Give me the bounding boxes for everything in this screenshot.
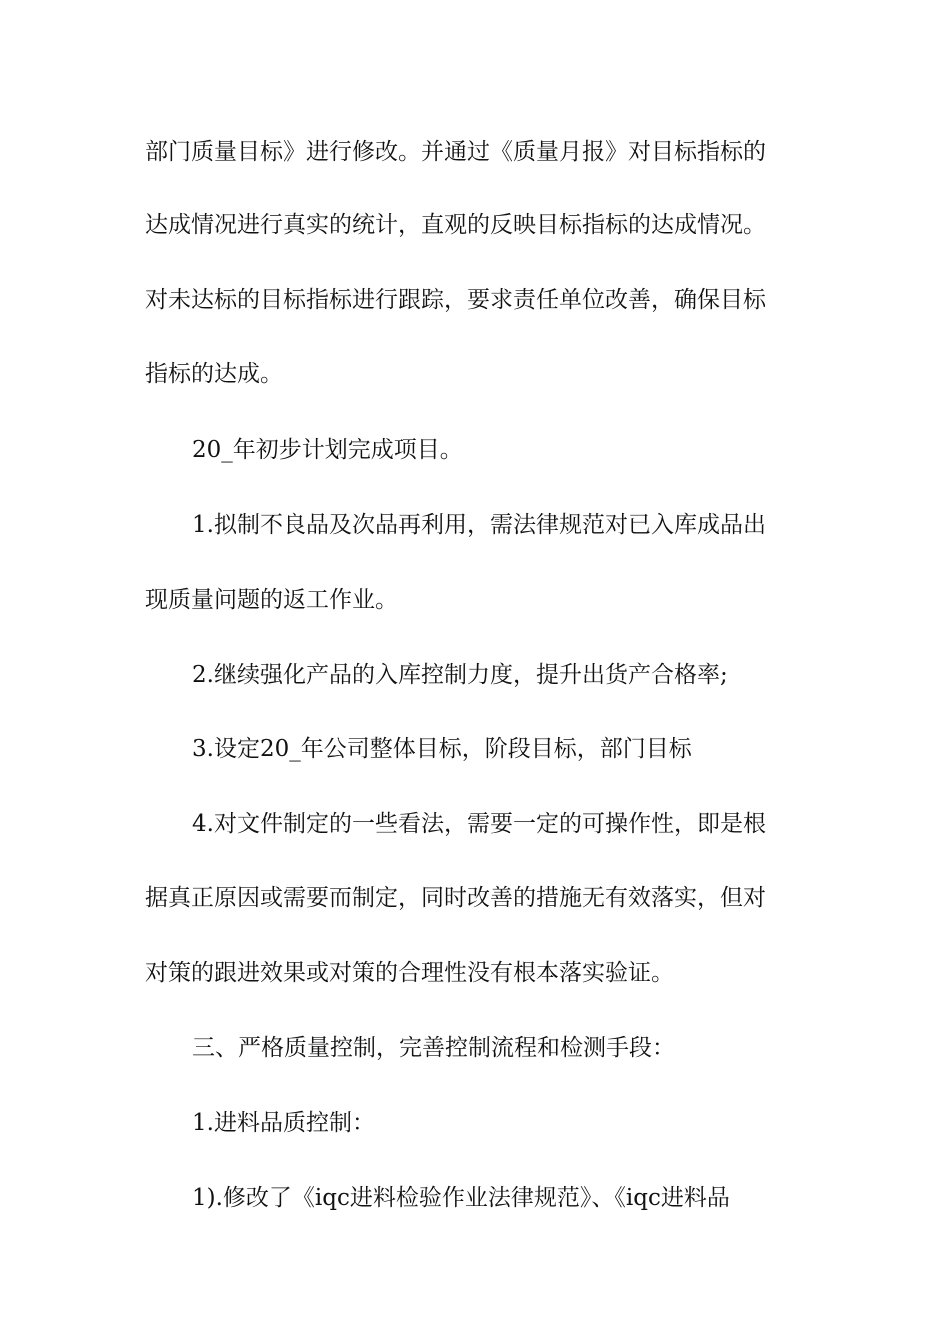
paragraph-line-14: 1.进料品质控制：: [192, 1110, 375, 1136]
paragraph-line-5: 20_年初步计划完成项目。: [192, 437, 463, 463]
paragraph-line-1: 部门质量目标》进行修改。并通过《质量月报》对目标指标的: [145, 139, 766, 165]
paragraph-line-9: 3.设定20_年公司整体目标，阶段目标，部门目标: [192, 736, 692, 762]
paragraph-line-2: 达成情况进行真实的统计，直观的反映目标指标的达成情况。: [145, 212, 766, 238]
paragraph-line-11: 据真正原因或需要而制定，同时改善的措施无有效落实，但对: [145, 885, 766, 911]
paragraph-line-6: 1.拟制不良品及次品再利用，需法律规范对已入库成品出: [192, 512, 766, 538]
section-heading: 三、严格质量控制，完善控制流程和检测手段：: [192, 1035, 675, 1061]
paragraph-line-4: 指标的达成。: [145, 361, 283, 387]
paragraph-line-3: 对未达标的目标指标进行跟踪，要求责任单位改善，确保目标: [145, 287, 766, 313]
paragraph-line-15: 1).修改了《iqc进料检验作业法律规范》、《iqc进料品: [192, 1185, 730, 1211]
paragraph-line-8: 2.继续强化产品的入库控制力度，提升出货产合格率;: [192, 662, 728, 688]
paragraph-line-7: 现质量问题的返工作业。: [145, 587, 398, 613]
paragraph-line-12: 对策的跟进效果或对策的合理性没有根本落实验证。: [145, 960, 674, 986]
paragraph-line-10: 4.对文件制定的一些看法，需要一定的可操作性，即是根: [192, 811, 766, 837]
